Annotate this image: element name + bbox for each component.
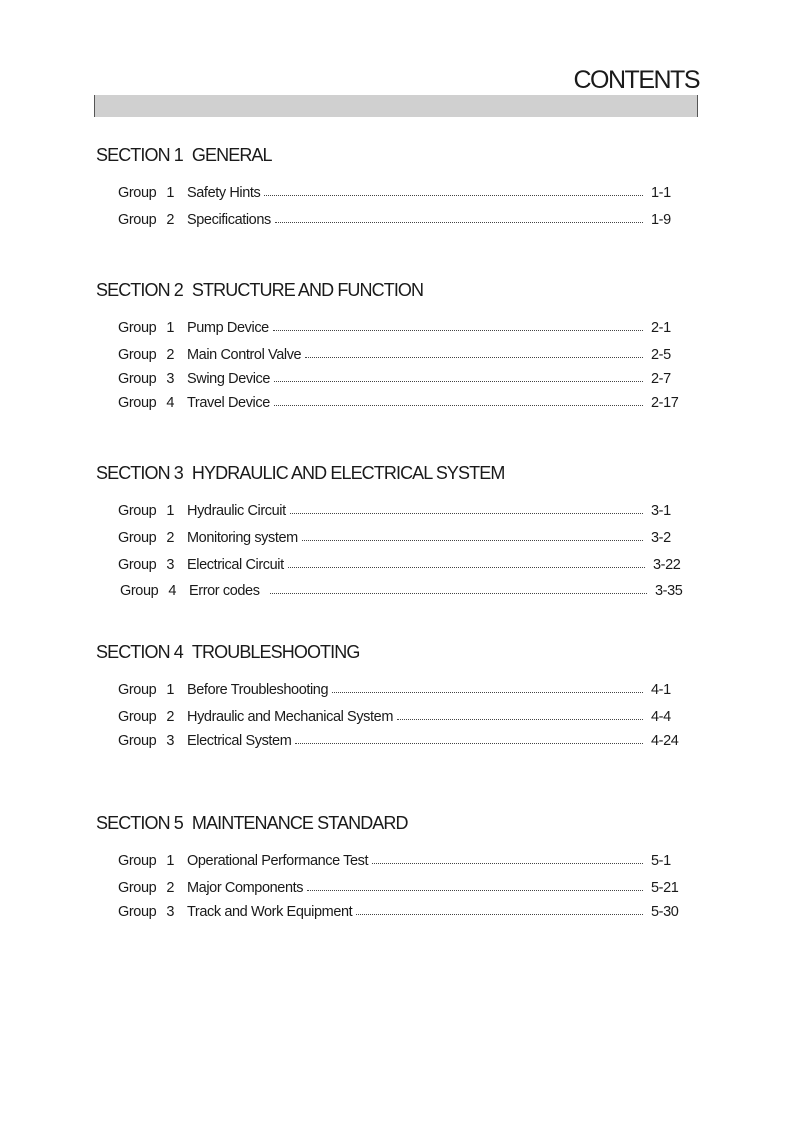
section-heading <box>96 641 686 663</box>
page-number: 5-1 <box>651 853 671 869</box>
section-heading <box>96 462 686 484</box>
group-name: Specifications <box>187 212 271 228</box>
page-number: 2-7 <box>651 371 671 387</box>
group-label: Group <box>120 583 159 599</box>
page-number: 3-35 <box>655 583 683 599</box>
group-label: Group <box>118 320 157 336</box>
group-label: Group <box>118 880 157 896</box>
group-name: Travel Device <box>187 395 270 411</box>
group-name: Track and Work Equipment <box>187 904 353 920</box>
dot-leader <box>372 862 643 864</box>
section-number: SECTION 5 <box>96 813 183 833</box>
group-name: Swing Device <box>187 371 271 387</box>
page-number: 3-1 <box>651 503 671 519</box>
toc-entry[interactable] <box>118 502 681 520</box>
group-label: Group <box>118 371 157 387</box>
group-label: Group <box>118 395 157 411</box>
group-name: Error codes <box>189 583 260 599</box>
group-number: 1 <box>166 185 174 201</box>
group-name: Main Control Valve <box>187 347 302 363</box>
group-name: Major Components <box>187 880 304 896</box>
toc-entry[interactable] <box>118 879 681 897</box>
toc-entry[interactable] <box>118 903 681 921</box>
group-name: Operational Performance Test <box>187 853 369 869</box>
section-title: TROUBLESHOOTING <box>191 642 360 662</box>
group-label: Group <box>118 185 157 201</box>
dot-leader <box>264 194 643 196</box>
toc-entry[interactable] <box>118 681 681 699</box>
dot-leader <box>274 380 643 382</box>
title-bar <box>94 95 698 117</box>
group-name: Hydraulic Circuit <box>187 503 286 519</box>
group-number: 1 <box>166 853 174 869</box>
page-number: 1-9 <box>651 212 671 228</box>
group-name: Electrical Circuit <box>187 557 284 573</box>
section-heading <box>96 144 686 166</box>
group-label: Group <box>118 709 157 725</box>
group-label: Group <box>118 503 157 519</box>
page-title: CONTENTS <box>573 66 699 94</box>
group-name: Hydraulic and Mechanical System <box>187 709 393 725</box>
section-number: SECTION 1 <box>96 145 183 165</box>
toc-entry[interactable] <box>118 370 681 388</box>
toc-entry[interactable] <box>118 732 681 750</box>
group-number: 2 <box>166 212 174 228</box>
dot-leader <box>295 742 643 744</box>
page-number: 4-1 <box>651 682 671 698</box>
group-name: Before Troubleshooting <box>187 682 329 698</box>
group-number: 2 <box>166 880 174 896</box>
group-number: 2 <box>166 347 174 363</box>
group-name: Monitoring system <box>187 530 298 546</box>
dot-leader <box>305 356 643 358</box>
page-number: 2-5 <box>651 347 671 363</box>
section-title: MAINTENANCE STANDARD <box>191 813 408 833</box>
section-heading <box>96 812 686 834</box>
dot-leader <box>288 566 645 568</box>
section-title: HYDRAULIC AND ELECTRICAL SYSTEM <box>191 463 505 483</box>
toc-entry[interactable] <box>118 184 681 202</box>
page-number: 5-21 <box>651 880 679 896</box>
page-number: 5-30 <box>651 904 679 920</box>
group-name: Pump Device <box>187 320 269 336</box>
group-label: Group <box>118 212 157 228</box>
group-number: 3 <box>166 371 174 387</box>
section-number: SECTION 3 <box>96 463 183 483</box>
toc-entry[interactable] <box>118 319 681 337</box>
toc-entry[interactable] <box>118 394 681 412</box>
group-label: Group <box>118 347 157 363</box>
section-3 <box>96 462 686 612</box>
group-name: Electrical System <box>187 733 292 749</box>
page-number: 2-17 <box>651 395 679 411</box>
toc-entry[interactable] <box>120 582 685 600</box>
section-number: SECTION 4 <box>96 642 183 662</box>
group-number: 1 <box>166 320 174 336</box>
group-label: Group <box>118 682 157 698</box>
group-label: Group <box>118 853 157 869</box>
dot-leader <box>273 329 643 331</box>
section-heading <box>96 279 686 301</box>
group-label: Group <box>118 904 157 920</box>
section-number: SECTION 2 <box>96 280 183 300</box>
group-number: 2 <box>166 530 174 546</box>
dot-leader <box>302 539 643 541</box>
group-number: 1 <box>166 682 174 698</box>
page-number: 2-1 <box>651 320 671 336</box>
dot-leader <box>275 221 643 223</box>
toc-entry[interactable] <box>118 529 681 547</box>
dot-leader <box>270 592 647 594</box>
page-number: 4-4 <box>651 709 671 725</box>
section-title: GENERAL <box>191 145 272 165</box>
group-number: 4 <box>166 395 174 411</box>
toc-entry[interactable] <box>118 346 681 364</box>
dot-leader <box>274 404 643 406</box>
group-number: 3 <box>166 904 174 920</box>
dot-leader <box>397 718 643 720</box>
section-1 <box>96 144 686 234</box>
toc-entry[interactable] <box>118 708 681 726</box>
group-number: 3 <box>166 733 174 749</box>
dot-leader <box>290 512 643 514</box>
page-number: 1-1 <box>651 185 671 201</box>
dot-leader <box>356 913 643 915</box>
toc-entry[interactable] <box>118 852 681 870</box>
group-number: 2 <box>166 709 174 725</box>
section-4 <box>96 641 686 761</box>
dot-leader <box>307 889 643 891</box>
page-number: 3-22 <box>653 557 681 573</box>
group-label: Group <box>118 733 157 749</box>
group-number: 4 <box>168 583 176 599</box>
dot-leader <box>332 691 643 693</box>
section-2 <box>96 279 686 419</box>
group-label: Group <box>118 530 157 546</box>
group-label: Group <box>118 557 157 573</box>
group-number: 3 <box>166 557 174 573</box>
section-5 <box>96 812 686 932</box>
group-name: Safety Hints <box>187 185 261 201</box>
page-number: 3-2 <box>651 530 671 546</box>
page-number: 4-24 <box>651 733 679 749</box>
section-title: STRUCTURE AND FUNCTION <box>191 280 424 300</box>
toc-entry[interactable] <box>118 211 681 229</box>
toc-entry[interactable] <box>118 556 683 574</box>
group-number: 1 <box>166 503 174 519</box>
